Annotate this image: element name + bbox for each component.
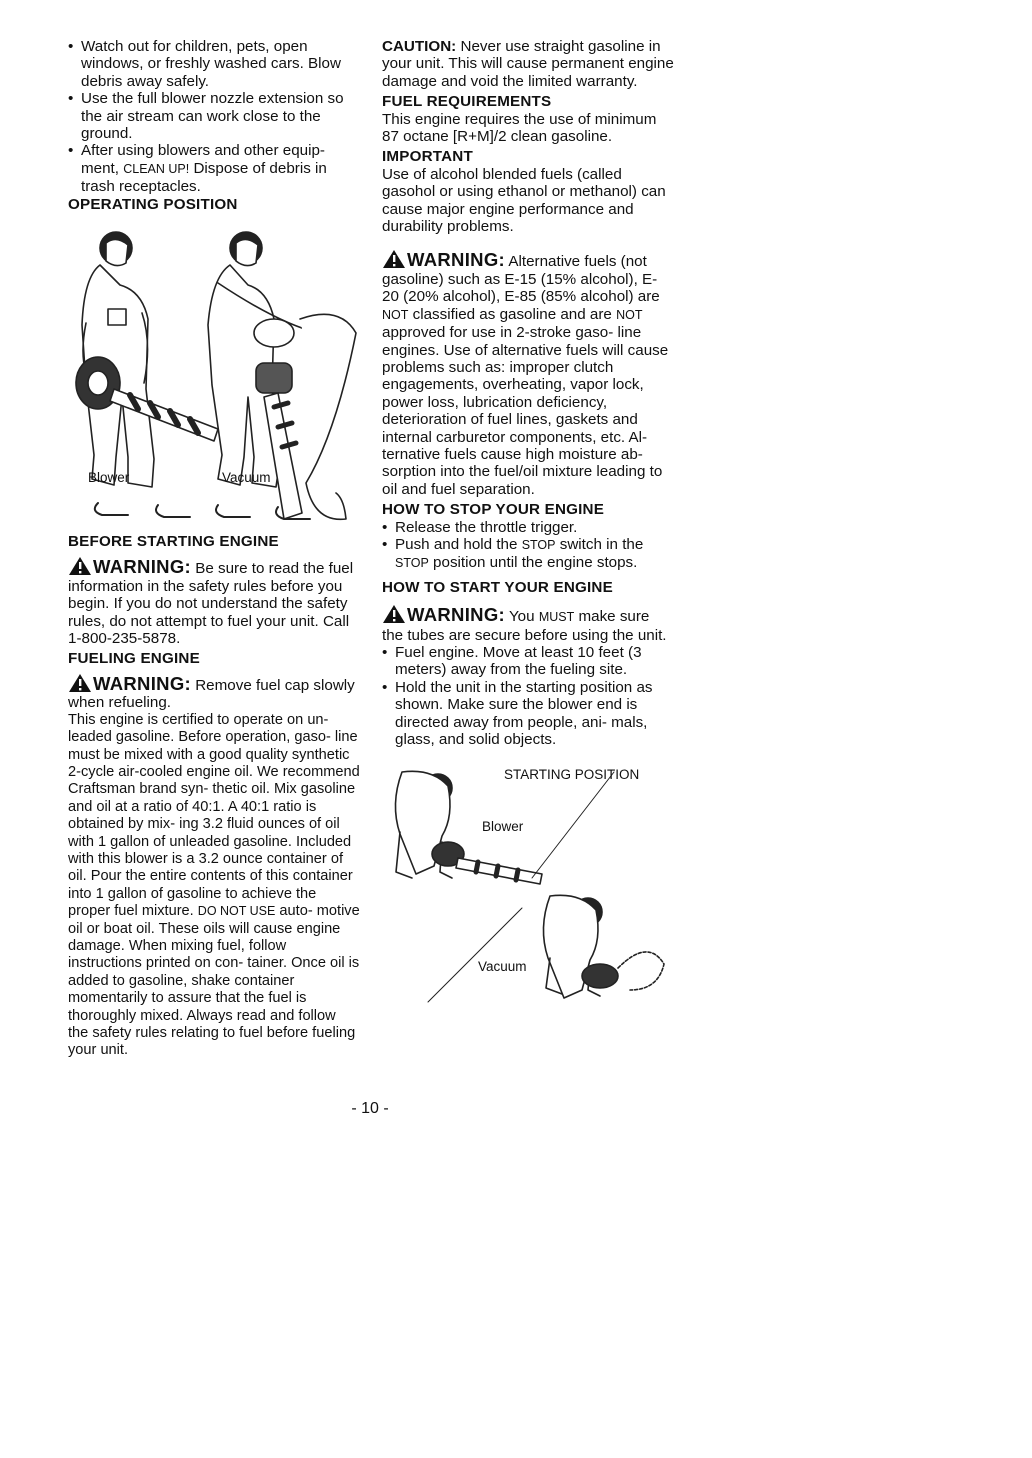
bullet-text: switch in the xyxy=(559,535,644,553)
stop-text: STOP xyxy=(395,556,429,571)
list-item: • Use the full blower nozzle extension so the air stream can work close to the ground. xyxy=(68,90,360,142)
warning-alternative-fuels xyxy=(382,249,674,498)
fuel-requirements-text: This engine requires the use of minimum 87 octane [R+M]/2 clean gasoline. xyxy=(382,110,657,146)
not-text: NOT xyxy=(616,307,643,322)
bullet-text: Dispose of debris in trash receptacles. xyxy=(81,159,327,196)
caution-text: Never use straight gasoline in your unit. This will cause permanent engine damage and void the limited warranty. xyxy=(382,38,674,90)
fueling-text: auto- motive oil or boat oil. These oils will cause engine damage. When mixing fuel, follow instructions printed on con- tainer. Once oil is added to gasoline, shake container momentarily to assure that the fuel is thoroughly mixed. Always read and follow the safety rules relating to fuel before fueling your unit. xyxy=(68,903,360,1059)
bullet-text: After using blowers and other equip- ment, xyxy=(81,142,325,177)
list-item xyxy=(68,142,360,195)
not-text: NOT xyxy=(382,307,409,322)
stop-bullets xyxy=(382,519,674,573)
fueling-engine-heading: FUELING ENGINE xyxy=(68,649,200,667)
vacuum-caption: Vacuum xyxy=(222,470,271,486)
list-item: • Fuel engine. Move at least 10 feet (3 meters) away from the fueling site. xyxy=(382,644,674,679)
list-item: • Watch out for children, pets, open windows, or freshly washed cars. Blow debris away safely. xyxy=(68,38,360,90)
warning-text: classified as gasoline and are xyxy=(412,305,612,323)
left-column xyxy=(68,38,360,1060)
warning-text: approved for use in 2-stroke gaso- line engines. Use of alternative fuels will cause problems such as: improper clutch engagements, overheating, vapor lock, power loss, lubrication deficiency, deterioration of fuel lines, gaskets and internal carburetor components, etc. Al- ternative fuels cause high moisture ab- sorption into the fuel/oil mixture leading to oil and fuel separation. xyxy=(382,324,669,498)
do-not-use-text: DO NOT USE xyxy=(197,904,276,919)
list-item: • Release the throttle trigger. xyxy=(382,519,674,536)
fuel-requirements-heading: FUEL REQUIREMENTS xyxy=(382,93,552,111)
list-item: • Hold the unit in the starting position as shown. Make sure the blower end is directed away from people, ani- mals, glass, and solid objects. xyxy=(382,679,674,749)
operating-position-heading: OPERATING POSITION xyxy=(68,195,238,213)
operating-position-figure xyxy=(68,213,360,531)
right-column xyxy=(382,38,674,1012)
start-engine-heading: HOW TO START YOUR ENGINE xyxy=(382,578,613,596)
warning-text: You xyxy=(508,608,535,626)
blower-caption: Blower xyxy=(88,470,130,486)
before-starting-heading: BEFORE STARTING ENGINE xyxy=(68,533,279,551)
warning-text: Be sure to read the fuel information in the safety rules before you begin. If you do not understand the safety rules, do not attempt to fuel your unit. Call 1-800-235-5878. xyxy=(68,560,354,648)
caution-label: CAUTION: xyxy=(382,38,457,55)
warning-label: WARNING: xyxy=(93,672,191,694)
stop-text: STOP xyxy=(521,537,556,552)
warning-triangle-icon xyxy=(68,673,92,693)
important-text: Use of alcohol blended fuels (called gasohol or using ethanol or methanol) can cause major engine performance and durability problems. xyxy=(382,165,666,236)
vacuum-caption: Vacuum xyxy=(478,959,527,975)
page-number: - 10 - xyxy=(351,1100,389,1117)
warning-triangle-icon xyxy=(382,249,406,269)
starting-position-illustration xyxy=(382,762,674,1012)
warning-fueling xyxy=(68,673,360,712)
warning-triangle-icon xyxy=(382,604,406,624)
starting-position-title: STARTING POSITION xyxy=(504,767,640,783)
list-item xyxy=(382,536,674,573)
blower-caption: Blower xyxy=(482,819,524,835)
warning-triangle-icon xyxy=(68,556,92,576)
bullet-text: position until the engine stops. xyxy=(433,554,638,572)
warning-label: WARNING: xyxy=(407,604,505,626)
warning-tubes-secure xyxy=(382,604,674,644)
warning-label: WARNING: xyxy=(93,556,191,578)
must-text: MUST xyxy=(538,610,575,625)
warning-text: make sure the tubes are secure before using the unit. xyxy=(382,608,667,644)
caution-paragraph xyxy=(382,38,674,90)
clean-up-text: CLEAN UP! xyxy=(123,161,190,176)
important-heading: IMPORTANT xyxy=(382,148,473,166)
bullet-text: Push and hold the xyxy=(395,535,518,553)
warning-before-starting xyxy=(68,556,360,647)
safety-bullets xyxy=(68,38,360,196)
warning-text: Remove fuel cap slowly when refueling. xyxy=(68,676,355,712)
stop-engine-heading: HOW TO STOP YOUR ENGINE xyxy=(382,501,605,519)
start-bullets xyxy=(382,644,674,748)
warning-text: Alternative fuels (not gasoline) such as E-15 (15% alcohol), E-20 (20% alcohol), E-85 (85% alcohol) are xyxy=(382,253,660,306)
warning-label: WARNING: xyxy=(407,249,505,271)
fueling-paragraph xyxy=(68,712,360,1060)
fueling-text: This engine is certified to operate on un- leaded gasoline. Before operation, gaso- line must be mixed with a good quality synthetic 2-cycle air-cooled engine oil. We recommend Craftsman brand syn- thetic oil. Mix gasoline and oil at a ratio of 40:1. A 40:1 ratio is obtained by mix- ing 3.2 fluid ounces of oil with 1 gallon of unleaded gasoline. Included with this blower is a 3.2 ounce container of oil. Pour the entire contents of this container into 1 gallon of gasoline to achieve the proper fuel mixture. xyxy=(68,711,360,920)
starting-position-figure xyxy=(382,762,674,1012)
